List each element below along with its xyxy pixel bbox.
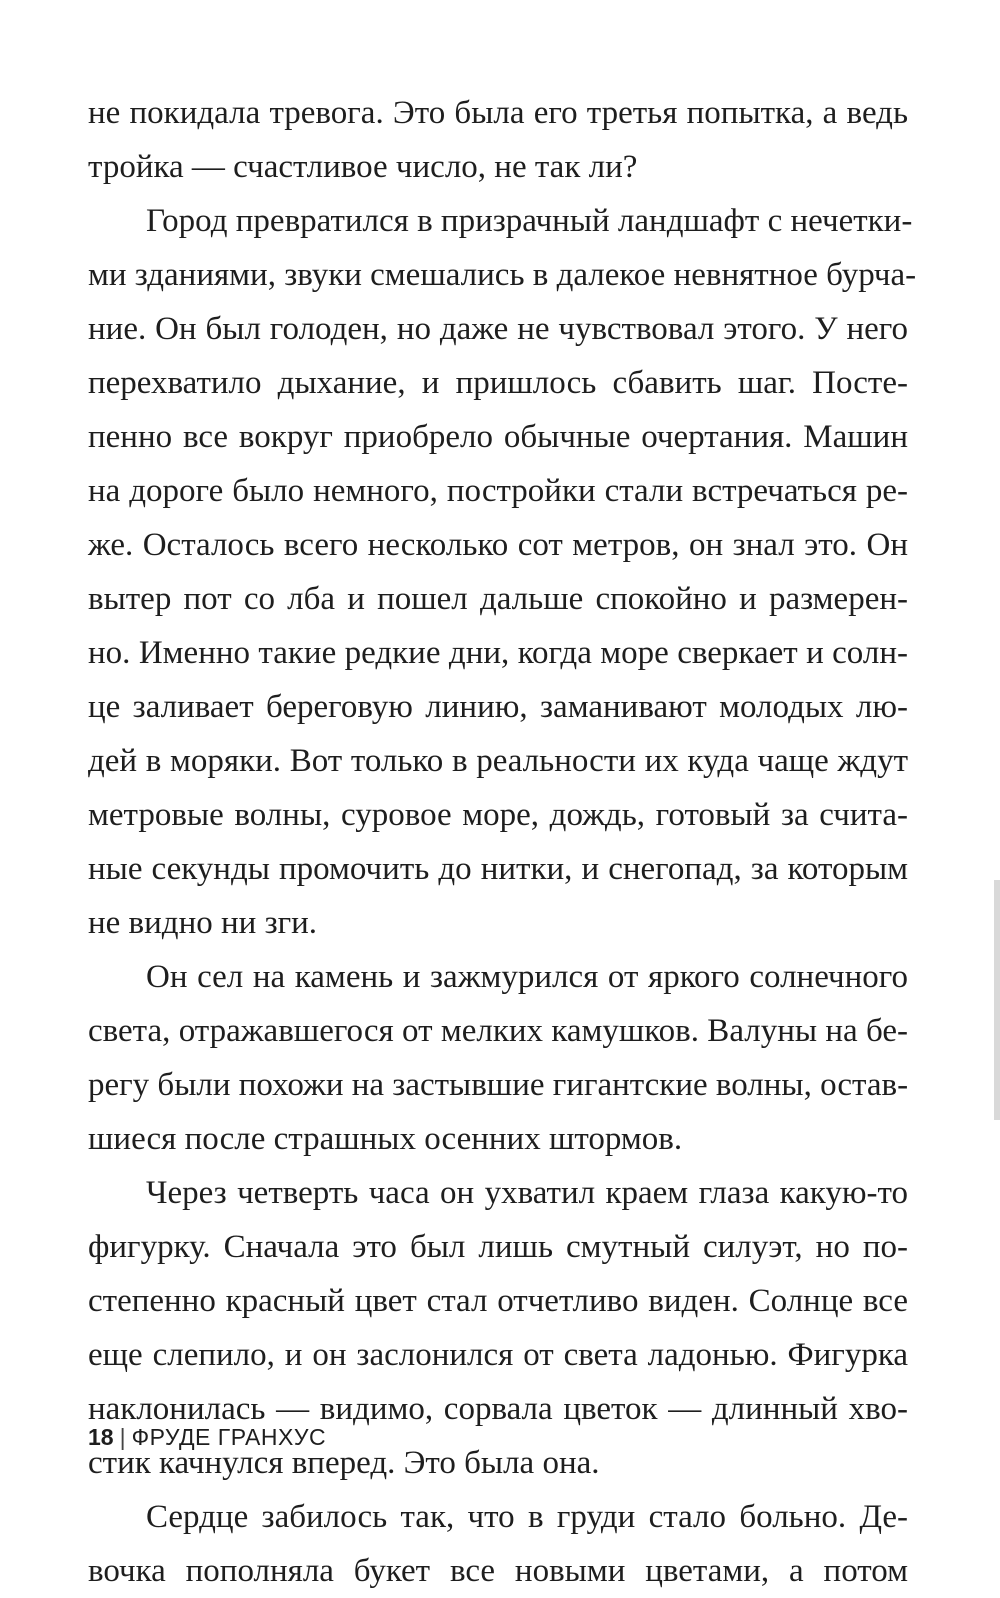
text-line: но. Именно такие редкие дни, когда море сверкает и солн- [88,635,908,671]
text-line: дей в моряки. Вот только в реальности их куда чаще ждут [88,743,908,779]
paragraph-first-line: Город превратился в призрачный ландшафт с нечетки- [146,203,913,239]
text-line: не видно ни зги. [88,905,318,941]
text-line: на дороге было немного, постройки стали встречаться ре- [88,473,908,509]
text-line: пенно все вокруг приобрело обычные очертания. Машин [88,419,908,455]
text-line: це заливает береговую линию, заманивают молодых лю- [88,689,908,725]
text-line: метровые волны, суровое море, дождь, готовый за счита- [88,797,908,833]
text-line: света, отражавшегося от мелких камушков. Валуны на бе- [88,1013,908,1049]
running-head-author: ФРУДЕ ГРАНХУС [131,1424,327,1450]
text-line: стик качнулся вперед. Это была она. [88,1445,600,1481]
text-line: ми зданиями, звуки смешались в далекое невнятное бурча- [88,257,917,293]
text-line: ные секунды промочить до нитки, и снегопад, за которым [88,851,908,887]
paragraph-first-line: Через четверть часа он ухватил краем глаза какую-то [146,1175,908,1211]
text-line: перехватило дыхание, и пришлось сбавить шаг. Посте- [88,365,908,401]
text-line: не покидала тревога. Это была его третья попытка, а ведь [88,95,908,131]
text-line: фигурку. Сначала это был лишь смутный силуэт, но по- [88,1229,908,1265]
text-line: же. Осталось всего несколько сот метров, он знал это. Он [88,527,908,563]
page-edge-shadow [994,880,1000,1120]
paragraph-first-line: Он сел на камень и зажмурился от яркого солнечного [146,959,908,995]
text-line: регу были похожи на застывшие гигантские волны, остав- [88,1067,909,1103]
text-line: вытер пот со лба и пошел дальше спокойно и размерен- [88,581,908,617]
text-line: шиеся после страшных осенних штормов. [88,1121,683,1157]
paragraph-first-line: Сердце забилось так, что в груди стало больно. Де- [146,1499,908,1535]
page-footer [88,1420,326,1454]
body-text [88,86,917,1598]
text-line: тройка — счастливое число, не так ли? [88,149,638,185]
page-number: 18 [88,1424,114,1450]
text-line: еще слепило, и он заслонился от света ладонью. Фигурка [88,1337,908,1373]
text-line: ние. Он был голоден, но даже не чувствовал этого. У него [88,311,908,347]
text-line: степенно красный цвет стал отчетливо виден. Солнце все [88,1283,908,1319]
footer-separator: | [119,1424,126,1450]
text-line: наклонилась — видимо, сорвала цветок — длинный хво- [88,1391,908,1427]
text-line: вочка пополняла букет все новыми цветами, а потом [88,1553,908,1589]
